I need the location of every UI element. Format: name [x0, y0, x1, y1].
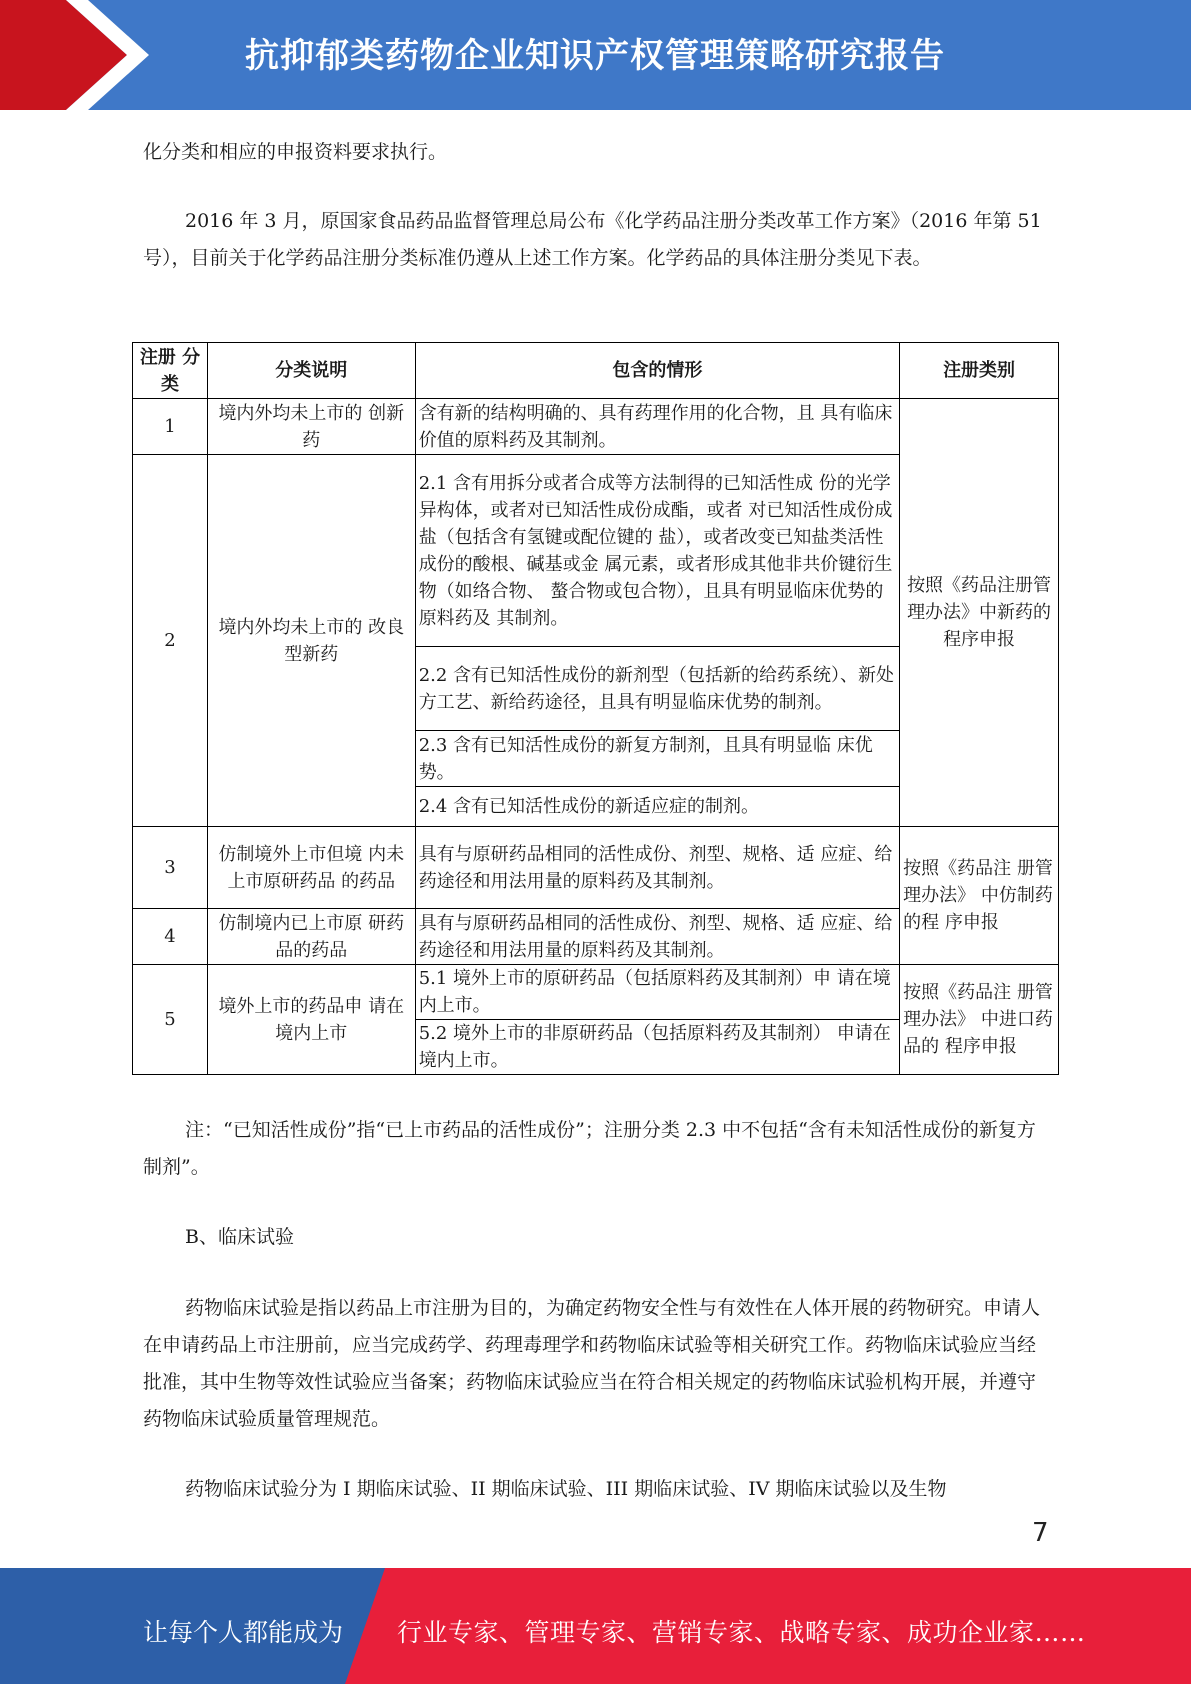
class-number: 2 — [133, 455, 208, 827]
included-case: 2.2 含有已知活性成份的新剂型（包括新的给药系统）、新处方工艺、新给药途径，且具有明显临床优势的制剂。 — [415, 647, 899, 731]
included-case: 2.1 含有用拆分或者合成等方法制得的已知活性成 份的光学异构体，或者对已知活性成份成酯，或者 对已知活性成份成盐（包括含有氢键或配位键的 盐），或者改变已知盐类活性成份的酸根、碱基或金 属元素，或者形成其他非共价键衍生物（如络合物、 螯合物或包合物），且具有明显临床优势的原料药及 其制剂。 — [415, 455, 899, 647]
table-row — [133, 827, 1059, 909]
table-header-row — [133, 343, 1059, 399]
class-description: 仿制境外上市但境 内未上市原研药品 的药品 — [207, 827, 415, 909]
included-case: 5.1 境外上市的原研药品（包括原料药及其制剂）申 请在境内上市。 — [415, 965, 899, 1020]
class-number: 1 — [133, 399, 208, 455]
table-row — [133, 399, 1059, 455]
included-case: 含有新的结构明确的、具有药理作用的化合物，且 具有临床价值的原料药及其制剂。 — [415, 399, 899, 455]
category-import: 按照《药品注 册管理办法》 中进口药品的 程序申报 — [900, 965, 1059, 1075]
class-description: 境内外均未上市的 改良型新药 — [207, 455, 415, 827]
table-note: 注：“已知活性成份”指“已上市药品的活性成份”；注册分类 2.3 中不包括“含有未知活性成份的新复方制剂”。 — [143, 1119, 1036, 1178]
paragraph-continuation: 化分类和相应的申报资料要求执行。 — [143, 141, 448, 163]
paragraph-clinical-trial-definition: 药物临床试验是指以药品上市注册为目的，为确定药物安全性与有效性在人体开展的药物研究。申请人在申请药品上市注册前，应当完成药学、药理毒理学和药物临床试验等相关研究工作。药物临床试验应当经批准，其中生物等效性试验应当备案；药物临床试验应当在符合相关规定的药物临床试验机构开展，并遵守药物临床试验质量管理规范。 — [143, 1297, 1041, 1430]
registration-classification-table — [132, 342, 1059, 1075]
included-case: 5.2 境外上市的非原研药品（包括原料药及其制剂） 申请在境内上市。 — [415, 1020, 899, 1075]
category-new-drug: 按照《药品注册管理办法》中新药的程序申报 — [900, 399, 1059, 827]
class-description: 仿制境内已上市原 研药品的药品 — [207, 909, 415, 965]
included-case: 具有与原研药品相同的活性成份、剂型、规格、适 应症、给药途径和用法用量的原料药及其制剂。 — [415, 909, 899, 965]
included-case: 具有与原研药品相同的活性成份、剂型、规格、适 应症、给药途径和用法用量的原料药及其制剂。 — [415, 827, 899, 909]
class-number: 5 — [133, 965, 208, 1075]
footer-slogan-left: 让每个人都能成为 — [143, 1618, 344, 1647]
page-number: 7 — [1032, 1518, 1049, 1548]
header-class-description: 分类说明 — [207, 343, 415, 399]
paragraph-registration-intro: 2016 年 3 月，原国家食品药品监督管理总局公布《化学药品注册分类改革工作方案》（2016 年第 51 号），目前关于化学药品注册分类标准仍遵从上述工作方案。化学药品的具体注册分类见下表。 — [143, 210, 1042, 269]
header-included-cases: 包含的情形 — [415, 343, 899, 399]
paragraph-clinical-trial-phases: 药物临床试验分为 I 期临床试验、II 期临床试验、III 期临床试验、IV 期临床试验以及生物 — [185, 1478, 947, 1500]
included-case: 2.3 含有已知活性成份的新复方制剂，且具有明显临 床优势。 — [415, 731, 899, 787]
category-generic: 按照《药品注 册管理办法》 中仿制药的程 序申报 — [900, 827, 1059, 965]
included-case: 2.4 含有已知活性成份的新适应症的制剂。 — [415, 787, 899, 827]
table-row — [133, 965, 1059, 1020]
report-title: 抗抑郁类药物企业知识产权管理策略研究报告 — [245, 36, 945, 76]
class-number: 4 — [133, 909, 208, 965]
class-description: 境内外均未上市的 创新药 — [207, 399, 415, 455]
header-registration-class: 注册 分类 — [133, 343, 208, 399]
section-heading-clinical-trial: B、临床试验 — [185, 1226, 294, 1248]
class-number: 3 — [133, 827, 208, 909]
footer-slogan-right: 行业专家、管理专家、营销专家、战略专家、成功企业家…… — [397, 1618, 1086, 1647]
header-registration-category: 注册类别 — [900, 343, 1059, 399]
class-description: 境外上市的药品申 请在境内上市 — [207, 965, 415, 1075]
